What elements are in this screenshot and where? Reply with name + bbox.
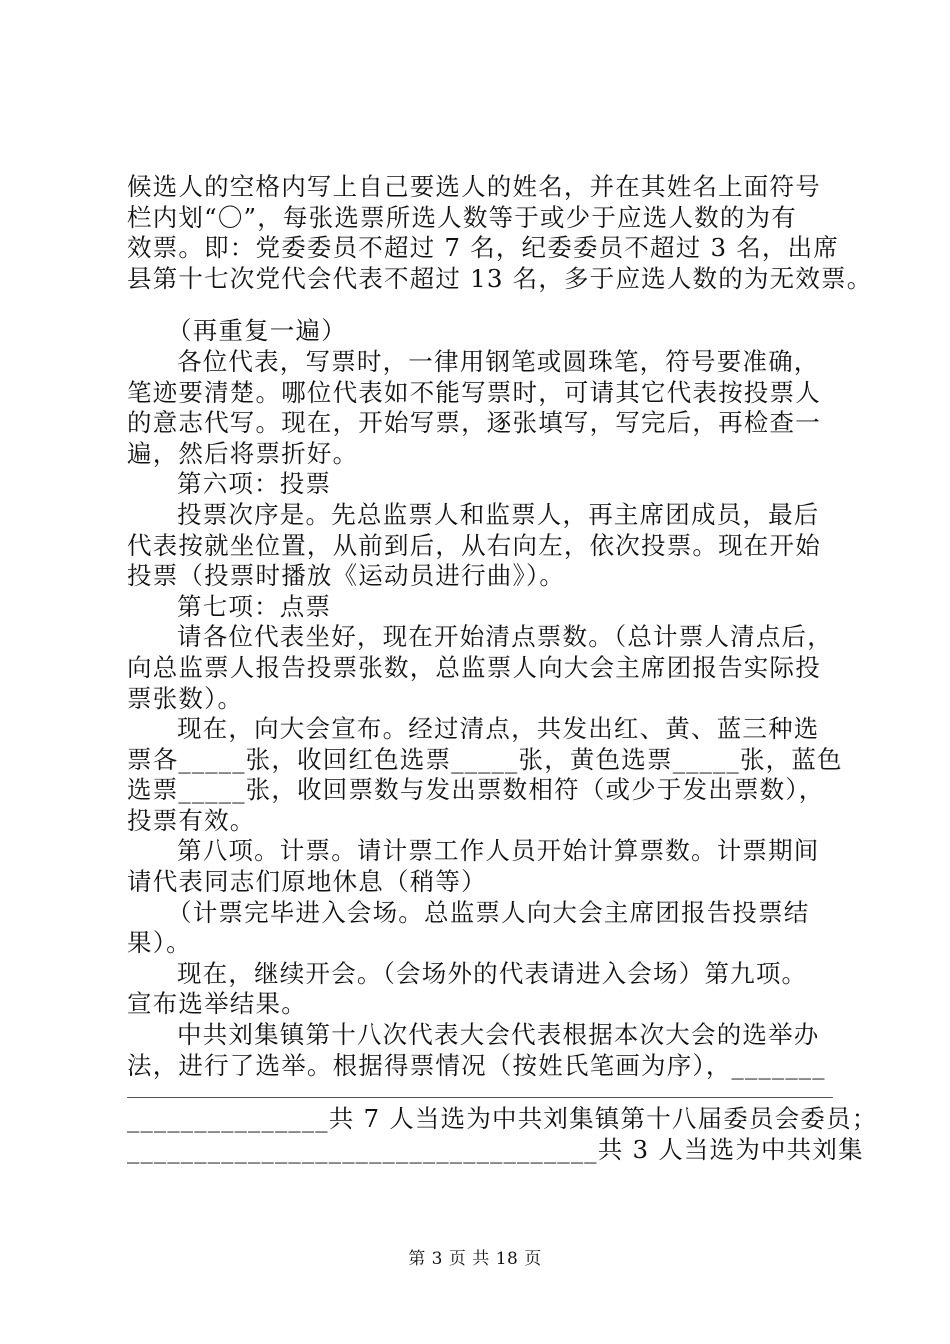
text-line: ___________________________________共 3 人当选为中共刘集 [127, 1134, 864, 1164]
text-line: 投票（投票时播放《运动员进行曲》）。 [127, 561, 566, 591]
text-line: 请各位代表坐好，现在开始清点票数。（总计票人清点后， [177, 622, 833, 652]
text-line: 代表按就坐位置，从前到后，从右向左，依次投票。现在开始 [127, 530, 821, 560]
text-line: 向总监票人报告投票张数，总监票人向大会主席团报告实际投 [127, 652, 821, 682]
text-line: 现在，继续开会。（会场外的代表请进入会场）第九项。 [177, 958, 808, 988]
text-line: 法，进行了选举。根据得票情况（按姓氏笔画为序），_______ [127, 1050, 826, 1080]
text-line: 的意志代写。现在，开始写票，逐张填写，写完后，再检查一 [127, 408, 821, 438]
text-line: 票张数）。 [127, 683, 244, 713]
text-line: 栏内划“〇”，每张选票所选人数等于或少于应选人数的为有 [127, 202, 797, 232]
text-line: （计票完毕进入会场。总监票人向大会主席团报告投票结 [167, 897, 810, 927]
section-heading: 第七项：点票 [177, 591, 332, 621]
text-line: 中共刘集镇第十八次代表大会代表根据本次大会的选举办 [177, 1020, 820, 1050]
section-heading: 第六项：投票 [177, 469, 332, 499]
text-line: 候选人的空格内写上自己要选人的姓名，并在其姓名上面符号 [127, 172, 821, 201]
text-line: 笔迹要清楚。哪位代表如不能写票时，可请其它代表按投票人 [127, 377, 821, 407]
document-body [127, 172, 878, 1165]
text-line: 请代表同志们原地休息（稍等） [127, 867, 487, 897]
text-line: 遍，然后将票折好。 [127, 438, 359, 468]
text-line: 各位代表，写票时，一律用钢笔或圆珠笔，符号要准确， [177, 346, 820, 376]
text-line: 投票次序是。先总监票人和监票人，再主席团成员，最后 [177, 499, 820, 529]
text-line: （再重复一遍） [167, 316, 347, 346]
text-line: 宣布选举结果。 [127, 989, 307, 1019]
text-line: 选票_____张，收回票数与发出票数相符（或少于发出票数）， [127, 775, 825, 805]
paragraph-gap [127, 294, 837, 316]
text-line: 果）。 [127, 928, 192, 958]
page-footer: 第 3 页 共 18 页 [408, 1249, 542, 1269]
text-line: 投票有效。 [127, 805, 256, 835]
text-line: 效票。即：党委委员不超过 7 名，纪委委员不超过 3 名，出席 [127, 233, 840, 263]
text-line: 第八项。计票。请计票工作人员开始计算票数。计票期间 [177, 836, 820, 866]
blank-fill-line [127, 1097, 833, 1098]
text-line: 县第十七次党代会代表不超过 13 名，多于应选人数的为无效票。 [127, 263, 873, 293]
text-line: 现在，向大会宣布。经过清点，共发出红、黄、蓝三种选 [177, 714, 820, 744]
text-line: 票各_____张，收回红色选票_____张，黄色选票_____张，蓝色 [127, 744, 843, 774]
text-line: _______________共 7 人当选为中共刘集镇第十八届委员会委员； [127, 1104, 878, 1134]
